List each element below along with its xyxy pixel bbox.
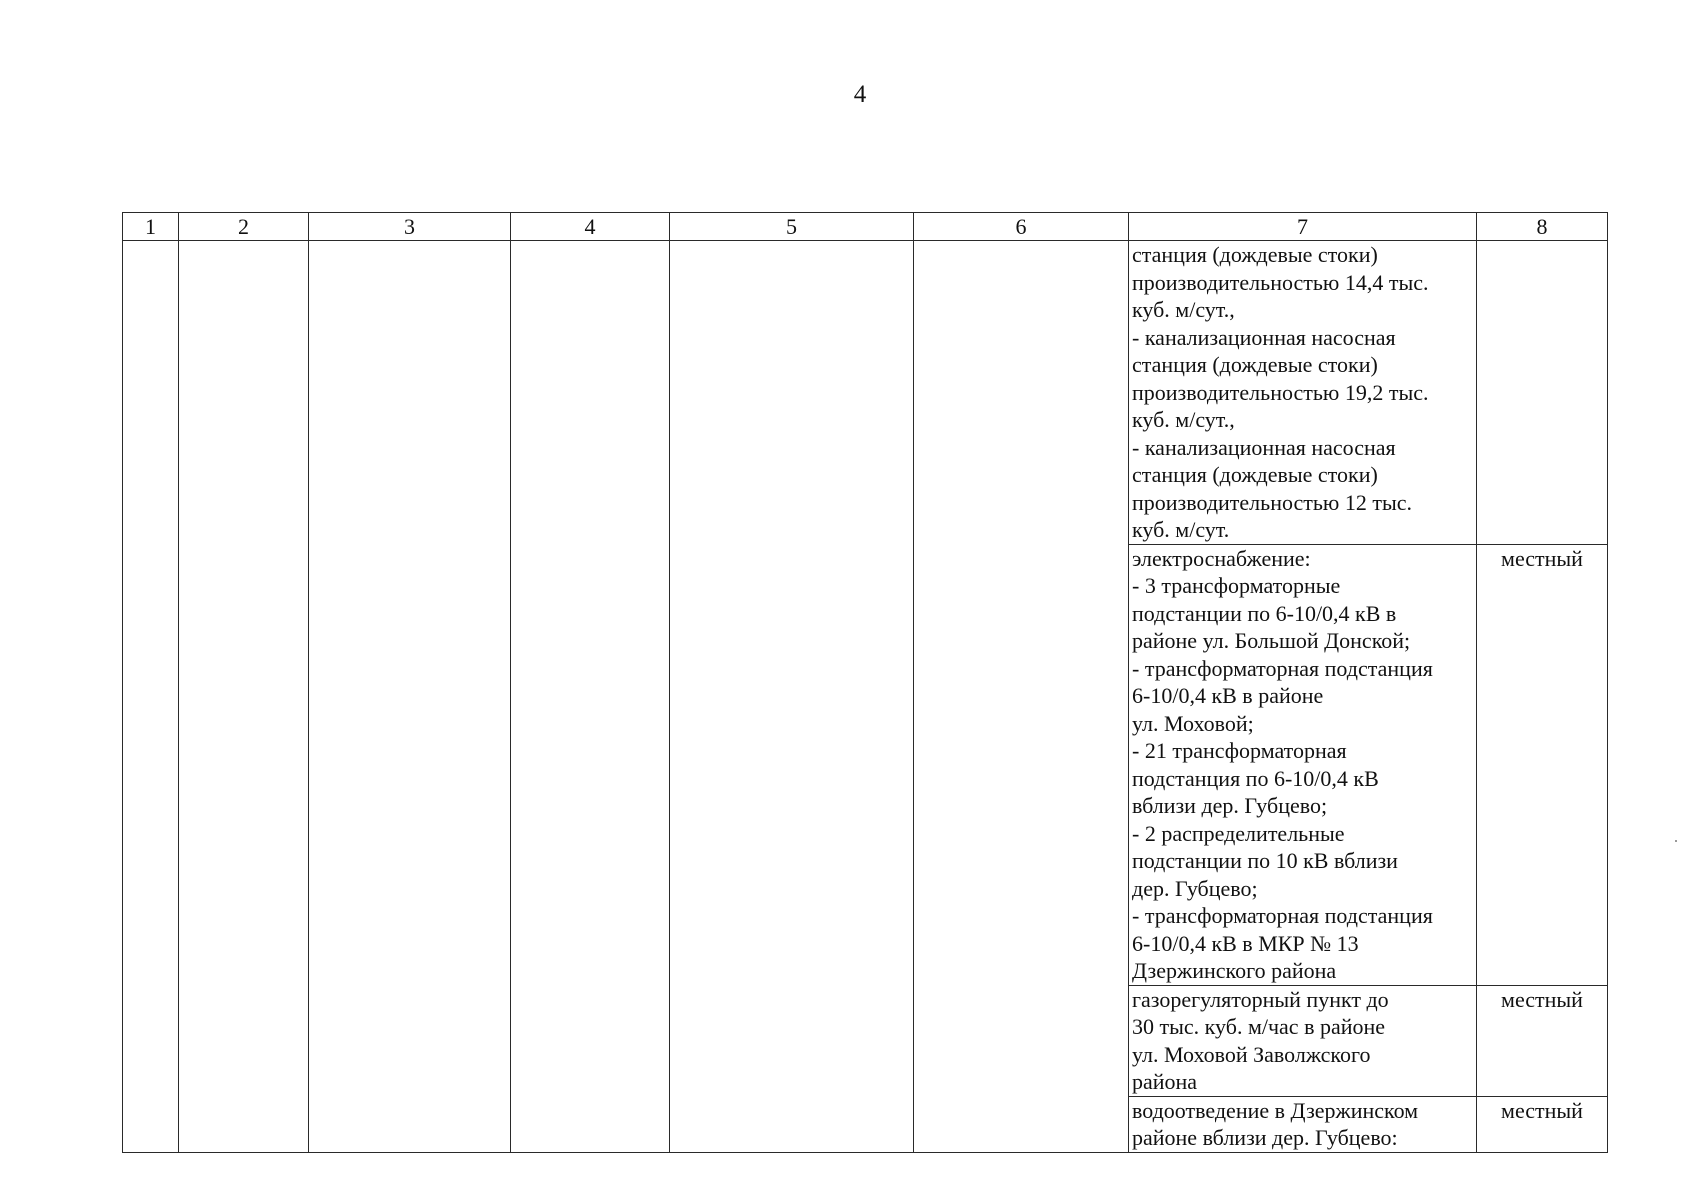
- text-line: электроснабжение:: [1132, 545, 1311, 571]
- facility-description-cell: [1129, 544, 1477, 985]
- column-number-5: 5: [670, 213, 914, 241]
- text-line: районе ул. Большой Донской;: [1132, 628, 1411, 653]
- text-line: - трансформаторная подстанция: [1132, 655, 1433, 681]
- facility-description-cell: [1129, 1096, 1477, 1152]
- column-number-6: 6: [914, 213, 1129, 241]
- text-line: подстанция по 6-10/0,4 кВ: [1132, 765, 1379, 791]
- merged-empty-cell-col3: [309, 241, 511, 1153]
- table-row: [123, 241, 1608, 545]
- text-line: куб. м/сут.,: [1132, 297, 1235, 322]
- text-line: районе вблизи дер. Губцево:: [1132, 1125, 1398, 1150]
- text-line: вблизи дер. Губцево;: [1132, 793, 1328, 818]
- text-line: ул. Моховой Заволжского: [1132, 1041, 1371, 1067]
- significance-cell: местный: [1477, 1096, 1608, 1152]
- text-line: 30 тыс. куб. м/час в районе: [1132, 1014, 1386, 1039]
- text-line: подстанции по 10 кВ вблизи: [1132, 848, 1398, 873]
- text-line: подстанции по 6-10/0,4 кВ в: [1132, 600, 1397, 626]
- column-number-7: 7: [1129, 213, 1477, 241]
- text-line: куб. м/сут.,: [1132, 407, 1235, 432]
- text-line: - канализационная насосная: [1132, 324, 1396, 350]
- text-line: района: [1132, 1069, 1198, 1094]
- text-line: газорегуляторный пункт до: [1132, 986, 1389, 1012]
- column-number-1: 1: [123, 213, 179, 241]
- text-line: - 21 трансформаторная: [1132, 738, 1347, 763]
- text-line: куб. м/сут.: [1132, 517, 1230, 542]
- text-line: производительностью 12 тыс.: [1132, 489, 1413, 515]
- text-line: 6-10/0,4 кВ в МКР № 13: [1132, 930, 1359, 956]
- significance-cell: местный: [1477, 985, 1608, 1096]
- text-line: производительностью 19,2 тыс.: [1132, 379, 1429, 405]
- text-line: - 3 трансформаторные: [1132, 573, 1341, 598]
- text-line: дер. Губцево;: [1132, 875, 1258, 901]
- merged-empty-cell-col5: [670, 241, 914, 1153]
- merged-empty-cell-col1: [123, 241, 179, 1153]
- facility-description-cell: [1129, 985, 1477, 1096]
- text-line: станция (дождевые стоки): [1132, 462, 1378, 487]
- page-number: 4: [853, 81, 867, 108]
- merged-empty-cell-col2: [179, 241, 309, 1153]
- text-line: водоотведение в Дзержинском: [1132, 1097, 1419, 1123]
- merged-empty-cell-col4: [511, 241, 670, 1153]
- facility-description-cell: [1129, 241, 1477, 545]
- merged-empty-cell-col6: [914, 241, 1129, 1153]
- column-number-4: 4: [511, 213, 670, 241]
- column-number-3: 3: [309, 213, 511, 241]
- scan-speck: [1675, 840, 1677, 842]
- text-line: - трансформаторная подстанция: [1132, 903, 1433, 928]
- text-line: 6-10/0,4 кВ в районе: [1132, 683, 1324, 708]
- text-line: станция (дождевые стоки): [1132, 352, 1378, 377]
- column-number-2: 2: [179, 213, 309, 241]
- text-line: - 2 распределительные: [1132, 820, 1345, 846]
- text-line: станция (дождевые стоки): [1132, 242, 1378, 267]
- column-number-row: [123, 213, 1608, 241]
- column-number-8: 8: [1477, 213, 1608, 241]
- text-line: ул. Моховой;: [1132, 710, 1254, 736]
- significance-cell: местный: [1477, 544, 1608, 985]
- text-line: - канализационная насосная: [1132, 434, 1396, 460]
- document-table: [122, 212, 1608, 1153]
- significance-cell: [1477, 241, 1608, 545]
- text-line: производительностью 14,4 тыс.: [1132, 269, 1429, 295]
- text-line: Дзержинского района: [1132, 958, 1337, 983]
